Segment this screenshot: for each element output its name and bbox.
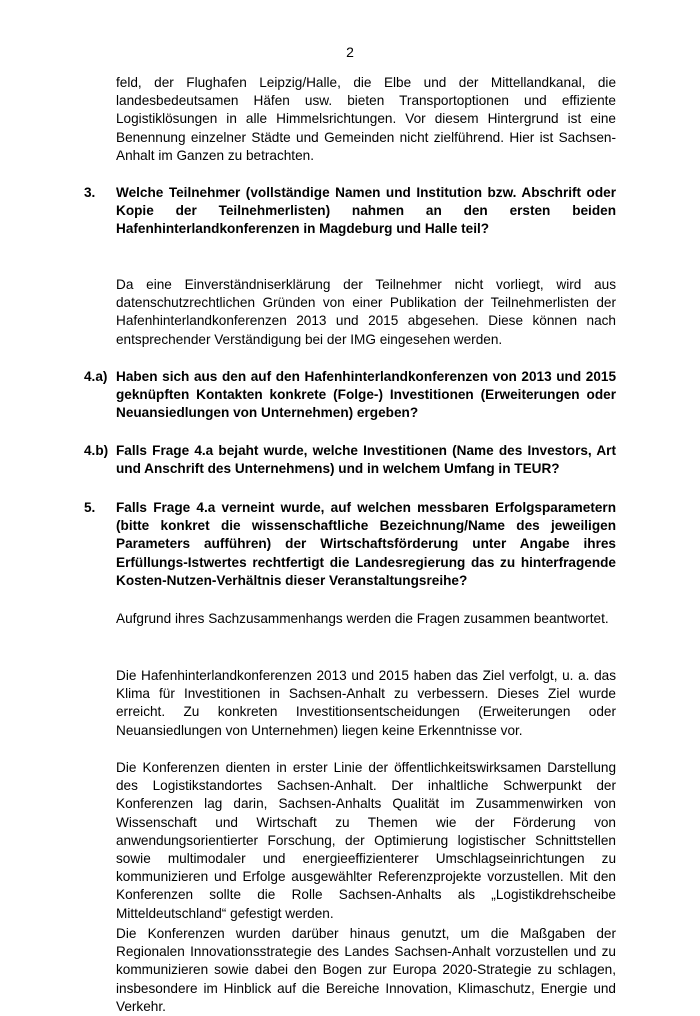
question-3-number: 3. (84, 185, 96, 200)
answer-goals-paragraph: Die Hafenhinterlandkonferenzen 2013 und 2015 haben das Ziel verfolgt, u. a. das Klima für Investitionen in Sachsen-Anhalt zu verbessern. Dieses Ziel wurde erreicht. Zu konkreten Investitionsentscheidungen (Erweiterungen oder Neuansiedlungen von Unternehmen) liegen keine Erkenntnisse vor. (116, 668, 616, 738)
question-4b-text: Falls Frage 4.a bejaht wurde, welche Investitionen (Name des Investors, Art und Anschrift des Unternehmens) und in welchem Umfang in TEUR? (116, 443, 616, 477)
question-3 (84, 184, 616, 257)
answer-focus-paragraph: Die Konferenzen dienten in erster Linie der öffentlichkeitswirksamen Darstellung des Logistikstandortes Sachsen-Anhalt. Der inhaltliche Schwerpunkt der Konferenzen lag darin, Sachsen-Anhalts Qualität im Zusammenwirken von Wissenschaft und Wirtschaft zu Themen wie der Förderung von anwendungsorientierter Forschung, der Optimierung logistischer Schnittstellen sowie multimodaler und energieeffizienterer Umschlagseinrichtungen zu kommunizieren und Erfolge ausgewählter Referenzprojekte vorzustellen. Mit den Konferenzen sollte die Rolle Sachsen-Anhalts als „Logistikdrehscheibe Mitteldeutschland“ gefestigt werden. (116, 760, 616, 921)
page-number: 2 (346, 44, 354, 60)
continuation-paragraph: feld, der Flughafen Leipzig/Halle, die Elbe und der Mittellandkanal, die landesbedeutsamen Häfen usw. bieten Transportoptionen und effiziente Logistiklösungen in alle Himmelsrichtungen. Vor diesem Hintergrund ist eine Benennung einzelner Städte und Gemeinden nicht zielführend. Hier ist Sachsen-Anhalt im Ganzen zu betrachten. (116, 75, 616, 163)
question-4a-number: 4.a) (84, 369, 108, 384)
question-4b (84, 442, 616, 479)
question-3-text: Welche Teilnehmer (vollständige Namen und Institution bzw. Abschrift oder Kopie der Teilnehmerlisten) nahmen an den ersten beiden Hafenhinterlandkonferenzen in Magdeburg und Halle teil? (116, 185, 616, 237)
answer-3-paragraph: Da eine Einverständniserklärung der Teilnehmer nicht vorliegt, wird aus datenschutzrechtlichen Gründen von einer Publikation der Teilnehmerlisten der Hafenhinterlandkonferenzen 2013 und 2015 abgesehen. Diese können nach entsprechender Verständigung bei der IMG eingesehen werden. (116, 277, 616, 347)
question-4a-text: Haben sich aus den auf den Hafenhinterlandkonferenzen von 2013 und 2015 geknüpften Kontakten konkrete (Folge-) Investitionen (Erweiterungen oder Neuansiedlungen von Unternehmen) ergeben? (116, 369, 616, 421)
question-4b-number: 4.b) (84, 443, 109, 458)
answer-intro-paragraph: Aufgrund ihres Sachzusammenhangs werden die Fragen zusammen beantwortet. (116, 611, 609, 626)
document-body (84, 74, 616, 1014)
question-5-number: 5. (84, 500, 96, 515)
question-4a (84, 368, 616, 423)
question-5-text: Falls Frage 4.a verneint wurde, auf welchen messbaren Erfolgsparametern (bitte konkret die wissenschaftliche Bezeichnung/Name des jeweiligen Parameters aufführen) der Wirtschaftsförderung unter Angabe ihres Erfüllungs-Istwertes rechtfertigt die Landesregierung das zu hinterfragende Kosten-Nutzen-Verhältnis dieser Veranstaltungsreihe? (116, 500, 616, 588)
question-5 (84, 499, 616, 590)
answer-strategy-paragraph: Die Konferenzen wurden darüber hinaus genutzt, um die Maßgaben der Regionalen Innovationsstrategie des Landes Sachsen-Anhalt vorzustellen und zu kommunizieren sowie dabei den Bogen zur Europa 2020-Strategie zu schlagen, insbesondere im Hinblick auf die Bereiche Innovation, Klimaschutz, Energie und Verkehr. (116, 926, 616, 1014)
